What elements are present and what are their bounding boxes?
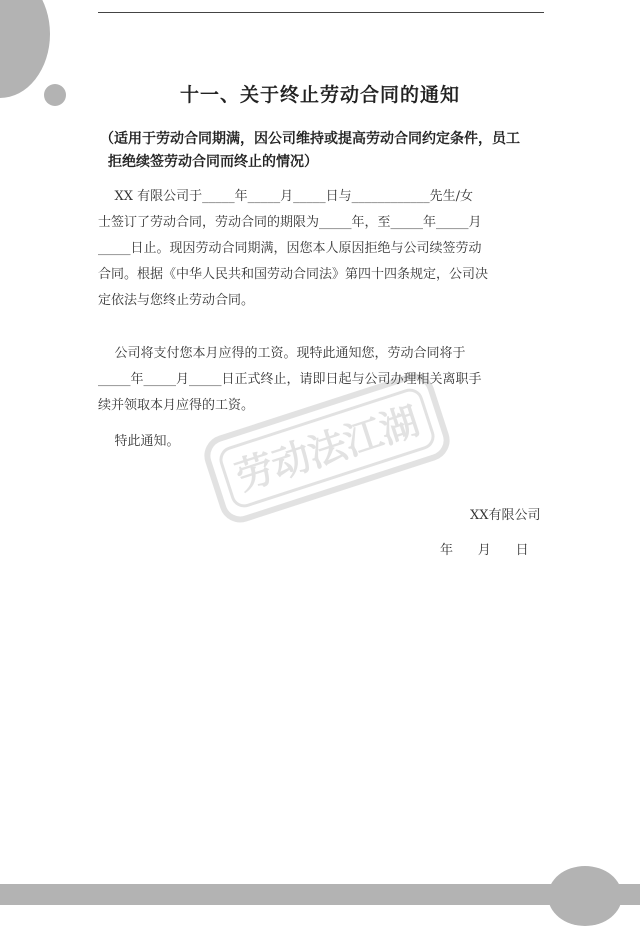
paragraph-line: XX 有限公司于_____年_____月_____日与____________先生/女 bbox=[98, 189, 474, 204]
paragraph-line: 定依法与您终止劳动合同。 bbox=[98, 293, 255, 308]
paragraph-line: 士签订了劳动合同，劳动合同的期限为_____年，至_____年_____月 bbox=[98, 215, 482, 230]
header-rule bbox=[98, 12, 544, 13]
footer-bar bbox=[0, 884, 640, 905]
document-title: 十一、关于终止劳动合同的通知 bbox=[179, 84, 460, 106]
watermark-text: 劳动法江湖 bbox=[230, 398, 425, 500]
subtitle-line-1: （适用于劳动合同期满，因公司维持或提高劳动合同约定条件，员工 bbox=[100, 131, 520, 147]
paragraph-termination-notice bbox=[98, 341, 544, 419]
paragraph-contract-info bbox=[98, 184, 544, 314]
signature-date: 年 月 日 bbox=[440, 543, 529, 558]
paragraph-line: 续并领取本月应得的工资。 bbox=[98, 398, 255, 413]
closing-line: 特此通知。 bbox=[98, 434, 180, 449]
document-subtitle bbox=[100, 128, 548, 174]
paragraph-closing bbox=[98, 429, 544, 455]
signature-company: XX有限公司 bbox=[470, 508, 541, 523]
paragraph-line: _____日止。现因劳动合同期满，因您本人原因拒绝与公司续签劳动 bbox=[98, 241, 482, 256]
paragraph-line: 合同。根据《中华人民共和国劳动合同法》第四十四条规定，公司决 bbox=[98, 267, 489, 282]
subtitle-line-2: 拒绝续签劳动合同而终止的情况） bbox=[108, 154, 318, 170]
paragraph-line: _____年_____月_____日正式终止，请即日起与公司办理相关离职手 bbox=[98, 372, 482, 387]
paragraph-line: 公司将支付您本月应得的工资。现特此通知您，劳动合同将于 bbox=[98, 346, 466, 361]
